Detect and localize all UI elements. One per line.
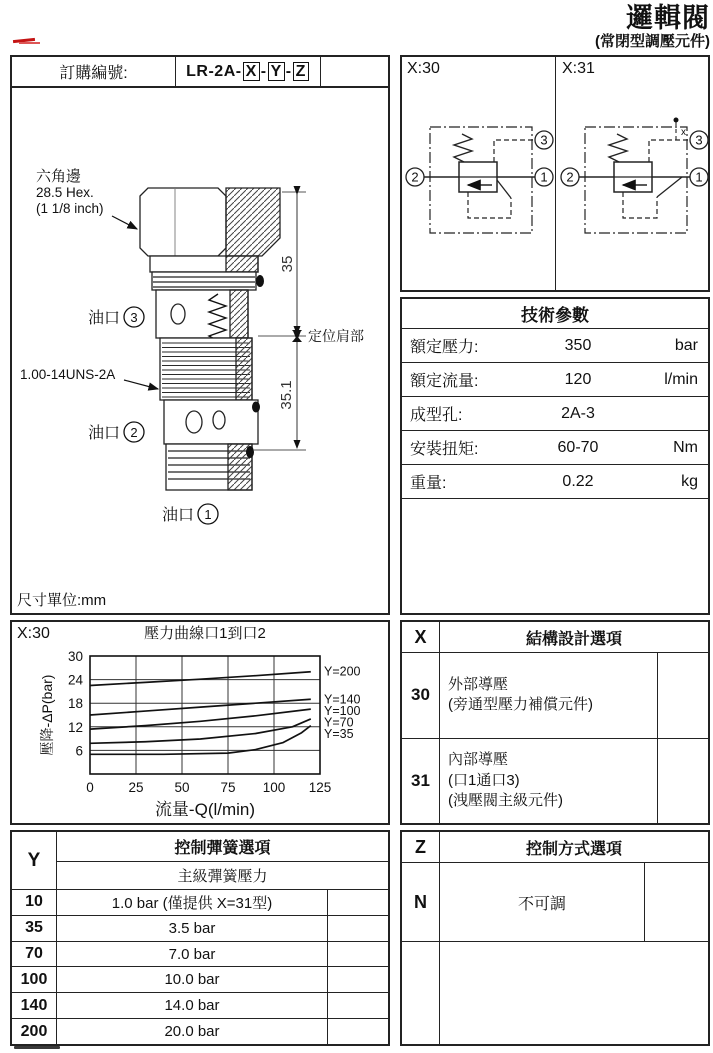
schematic-panel [400, 55, 710, 292]
y-table-body [12, 890, 388, 1044]
port1-label [162, 504, 218, 524]
table-row [402, 653, 708, 739]
z-table-title: 控制方式選項 [525, 840, 622, 858]
empty-cell [645, 863, 708, 941]
order-code-prefix: LR-2A- [186, 62, 242, 80]
x30-port3: 3 [540, 132, 548, 148]
empty-cell [328, 916, 388, 941]
spring-pressure: 1.0 bar (僅提供 X=31型) [57, 890, 328, 915]
empty-cell [328, 967, 388, 992]
order-code-sep1: - [260, 62, 267, 80]
x-tick-label: 75 [220, 780, 236, 795]
order-code-sep2: - [285, 62, 292, 80]
table-row [12, 890, 388, 916]
pressure-curve-chart [12, 622, 388, 823]
desc-line: (洩壓閥主級元件) [448, 791, 563, 809]
param-unit: l/min [664, 370, 698, 388]
y-tick-label: 12 [67, 719, 83, 735]
z-options-table [400, 830, 710, 1046]
schematic-x30 [402, 57, 555, 290]
control-type: 不可調 [440, 863, 645, 941]
spring-code: 140 [12, 993, 57, 1018]
tech-table-title: 技術參數 [402, 299, 708, 329]
red-logo-fragment [13, 39, 40, 44]
port3-word: 油口 [88, 310, 121, 327]
param-unit: kg [681, 472, 698, 490]
port3-number: 3 [130, 310, 138, 325]
pressure-curve-panel [10, 620, 390, 825]
param-label: 額定流量: [410, 373, 479, 390]
port1-number: 1 [204, 507, 212, 522]
x-tick-label: 50 [174, 780, 190, 795]
param-value: 0.22 [562, 472, 594, 490]
dim-35: 35 [279, 255, 296, 273]
y-tick-label: 24 [67, 672, 83, 688]
thread-callout [20, 367, 158, 389]
empty-cell [658, 739, 708, 824]
y-options-table [10, 830, 390, 1046]
param-unit: bar [674, 336, 698, 354]
option-description [440, 739, 658, 824]
y-table-header [12, 832, 388, 890]
spring-pressure: 14.0 bar [57, 993, 328, 1018]
empty-cell [328, 993, 388, 1018]
chart-series-label: Y=100 [324, 703, 361, 718]
x-tick-label: 100 [262, 780, 286, 795]
y-tick-label: 30 [67, 649, 83, 664]
y-tick-label: 18 [67, 696, 83, 712]
table-row [402, 329, 708, 363]
table-row [12, 1019, 388, 1044]
z-table-letter: Z [402, 832, 440, 862]
page-header [595, 4, 710, 50]
chart-series-label: Y=35 [324, 726, 354, 741]
desc-line: (旁通型壓力補償元件) [448, 696, 593, 714]
hex-label-size: 28.5 Hex. [36, 185, 94, 200]
x-table-title: 結構設計選項 [525, 630, 622, 648]
x-options-table [400, 620, 710, 825]
chart-corner-label: X:30 [17, 625, 50, 642]
chart-series-label: Y=70 [324, 715, 354, 730]
chart-title: 壓力曲線口1到口2 [144, 625, 266, 642]
order-code [176, 57, 321, 86]
empty-cell [402, 942, 440, 1044]
y-table-subtitle: 主級彈簧壓力 [57, 862, 388, 890]
y-table-letter: Y [12, 832, 57, 890]
thread-label: 1.00-14UNS-2A [20, 367, 116, 382]
x-table-header [402, 622, 708, 653]
x-tick-label: 125 [308, 780, 332, 795]
empty-cell [328, 1019, 388, 1044]
page-title: 邏輯閥 [626, 3, 710, 33]
param-label: 重量: [410, 475, 447, 492]
option-code: 30 [402, 653, 440, 738]
table-row [12, 993, 388, 1019]
port2-label [88, 422, 144, 442]
shoulder-label: 定位肩部 [308, 328, 364, 344]
param-value: 60-70 [557, 438, 599, 456]
dimension-unit-note: 尺寸單位:mm [17, 592, 107, 609]
spring-code: 70 [12, 942, 57, 967]
desc-line: 內部導壓 [448, 751, 509, 769]
spring-pressure: 10.0 bar [57, 967, 328, 992]
param-value: 2A-3 [561, 404, 595, 422]
y-tick-label: 6 [75, 743, 83, 759]
order-code-z: Z [293, 62, 309, 82]
spring-pressure: 20.0 bar [57, 1019, 328, 1044]
param-label: 額定壓力: [410, 339, 479, 356]
table-row [402, 465, 708, 499]
valve-body [140, 188, 280, 490]
port1-word: 油口 [162, 507, 195, 524]
x-tick-label: 25 [128, 780, 144, 795]
dim-35-1: 35.1 [278, 380, 295, 410]
order-empty-cell [321, 57, 388, 86]
table-row [402, 739, 708, 824]
order-code-y: Y [268, 62, 285, 82]
table-row [402, 363, 708, 397]
page-subtitle: (常閉型調壓元件) [595, 33, 710, 51]
table-row [12, 967, 388, 993]
empty-cell [328, 890, 388, 915]
x31-port2: 2 [566, 169, 574, 185]
table-row [402, 431, 708, 465]
spring-code: 200 [12, 1019, 57, 1044]
empty-cell [328, 942, 388, 967]
param-label: 安裝扭矩: [410, 441, 479, 458]
hex-label-cn: 六角邊 [36, 168, 82, 185]
table-row [402, 397, 708, 431]
x30-port1: 1 [540, 169, 548, 185]
schematic-divider [555, 57, 556, 290]
desc-line: (口1通口3) [448, 771, 520, 789]
chart-curve-Y=200 [90, 672, 311, 686]
spring-pressure: 7.0 bar [57, 942, 328, 967]
empty-cell [658, 653, 708, 738]
chart-ylabel: 壓降-ΔP(bar) [39, 674, 55, 756]
option-code: 31 [402, 739, 440, 824]
x-tick-label: 0 [86, 780, 94, 795]
x30-port2: 2 [411, 169, 419, 185]
order-number-label: 訂購編號: [12, 57, 176, 86]
order-code-x: X [243, 62, 260, 82]
param-unit: Nm [673, 438, 698, 456]
chart-curve-Y=70 [90, 719, 311, 743]
tech-params-table [400, 297, 710, 615]
valve-cross-section-drawing [12, 88, 388, 613]
param-label: 成型孔: [410, 407, 463, 424]
table-row [12, 942, 388, 968]
option-description [440, 653, 658, 738]
chart-xlabel: 流量-Q(l/min) [154, 800, 256, 819]
order-number-row [10, 55, 390, 88]
spring-code: 35 [12, 916, 57, 941]
desc-line: 外部導壓 [448, 676, 509, 693]
x31-pilot-x: x [681, 127, 686, 138]
table-row [402, 863, 708, 942]
table-row [12, 916, 388, 942]
port3-label [88, 307, 144, 327]
x31-port3: 3 [695, 132, 703, 148]
z-table-empty-area [402, 942, 708, 1044]
hex-callout [36, 167, 137, 229]
y-table-title: 控制彈簧選項 [57, 832, 388, 862]
spring-code: 10 [12, 890, 57, 915]
chart-series-label: Y=140 [324, 692, 361, 707]
hex-label-inch: (1 1/8 inch) [36, 201, 104, 216]
x31-port1: 1 [695, 169, 703, 185]
port2-word: 油口 [88, 425, 121, 442]
schematic-left-label: X:30 [407, 60, 440, 77]
chart-series-label: Y=200 [324, 664, 361, 679]
port2-number: 2 [130, 425, 138, 440]
param-value: 120 [564, 370, 592, 388]
param-value: 350 [564, 336, 592, 354]
valve-drawing-panel [10, 86, 390, 615]
schematic-right-label: X:31 [562, 60, 595, 77]
control-code: N [402, 863, 440, 941]
x-table-letter: X [402, 622, 440, 652]
z-table-header [402, 832, 708, 863]
schematic-x31 [557, 57, 710, 290]
spring-pressure: 3.5 bar [57, 916, 328, 941]
footer-text-fragment [14, 1046, 66, 1052]
spring-code: 100 [12, 967, 57, 992]
